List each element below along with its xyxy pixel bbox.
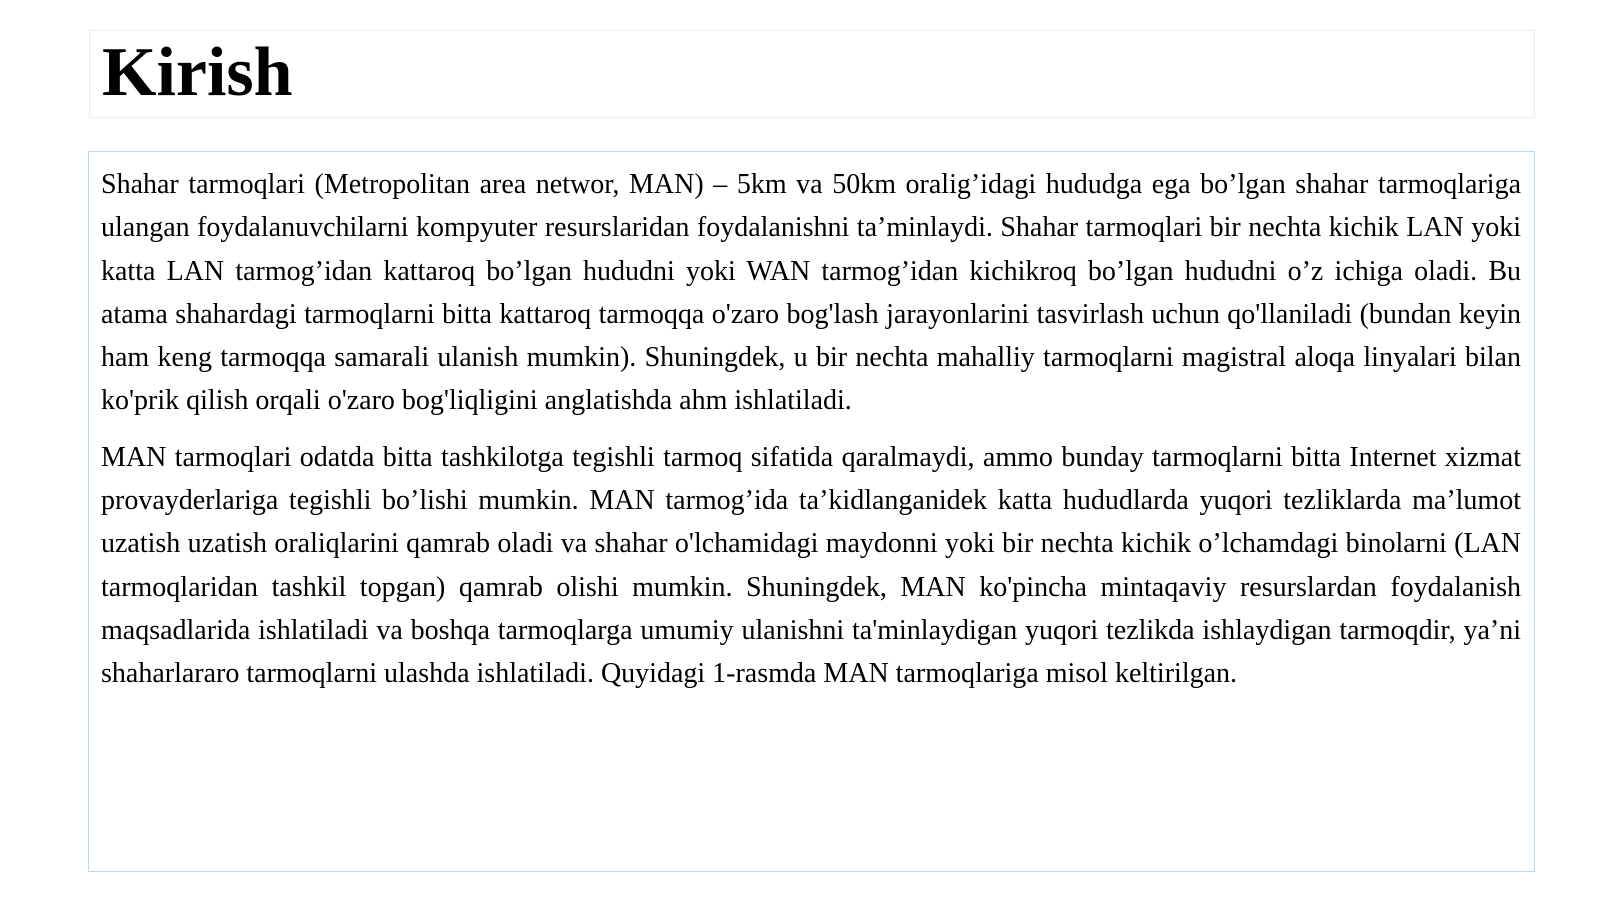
body-text	[101, 163, 1521, 709]
paragraph-2: MAN tarmoqlari odatda bitta tashkilotga tegishli tarmoq sifatida qaralmaydi, ammo bunday tarmoqlarni bitta Internet xizmat provayderlariga tegishli bo’lishi mumkin. MAN tarmog’ida ta’kidlanganidek katta hududlarda yuqori tezliklarda ma’lumot uzatish uzatish oraliqlarini qamrab oladi va shahar o'lchamidagi maydonni yoki bir nechta kichik o’lchamdagi binolarni (LAN tarmoqlaridan tashkil topgan) qamrab olishi mumkin. Shuningdek, MAN ko'pincha mintaqaviy resurslardan foydalanish maqsadlarida ishlatiladi va boshqa tarmoqlarga umumiy ulanishni ta'minlaydigan yuqori tezlikda ishlaydigan tarmoqdir, ya’ni shaharlararo tarmoqlarni ulashda ishlatiladi. Quyidagi 1-rasmda MAN tarmoqlariga misol keltirilgan.	[101, 441, 1521, 690]
content-placeholder	[88, 151, 1535, 872]
slide-title: Kirish	[102, 34, 293, 111]
title-placeholder	[89, 30, 1535, 118]
paragraph-1: Shahar tarmoqlari (Metropolitan area networ, MAN) – 5km va 50km oralig’idagi hududga ega bo’lgan shahar tarmoqlariga ulangan foydalanuvchilarni kompyuter resurslaridan foydalanishni ta’minlaydi. Shahar tarmoqlari bir nechta kichik LAN yoki katta LAN tarmog’idan kattaroq bo’lgan hududni yoki WAN tarmog’idan kichikroq bo’lgan hududni o’z ichiga oladi. Bu atama shahardagi tarmoqlarni bitta kattaroq tarmoqqa o'zaro bog'lash jarayonlarini tasvirlash uchun qo'llaniladi (bundan keyin ham keng tarmoqqa samarali ulanish mumkin). Shuningdek, u bir nechta mahalliy tarmoqlarni magistral aloqa linyalari bilan ko'prik qilish orqali o'zaro bog'liqligini anglatishda ahm ishlatiladi.	[101, 169, 1521, 417]
